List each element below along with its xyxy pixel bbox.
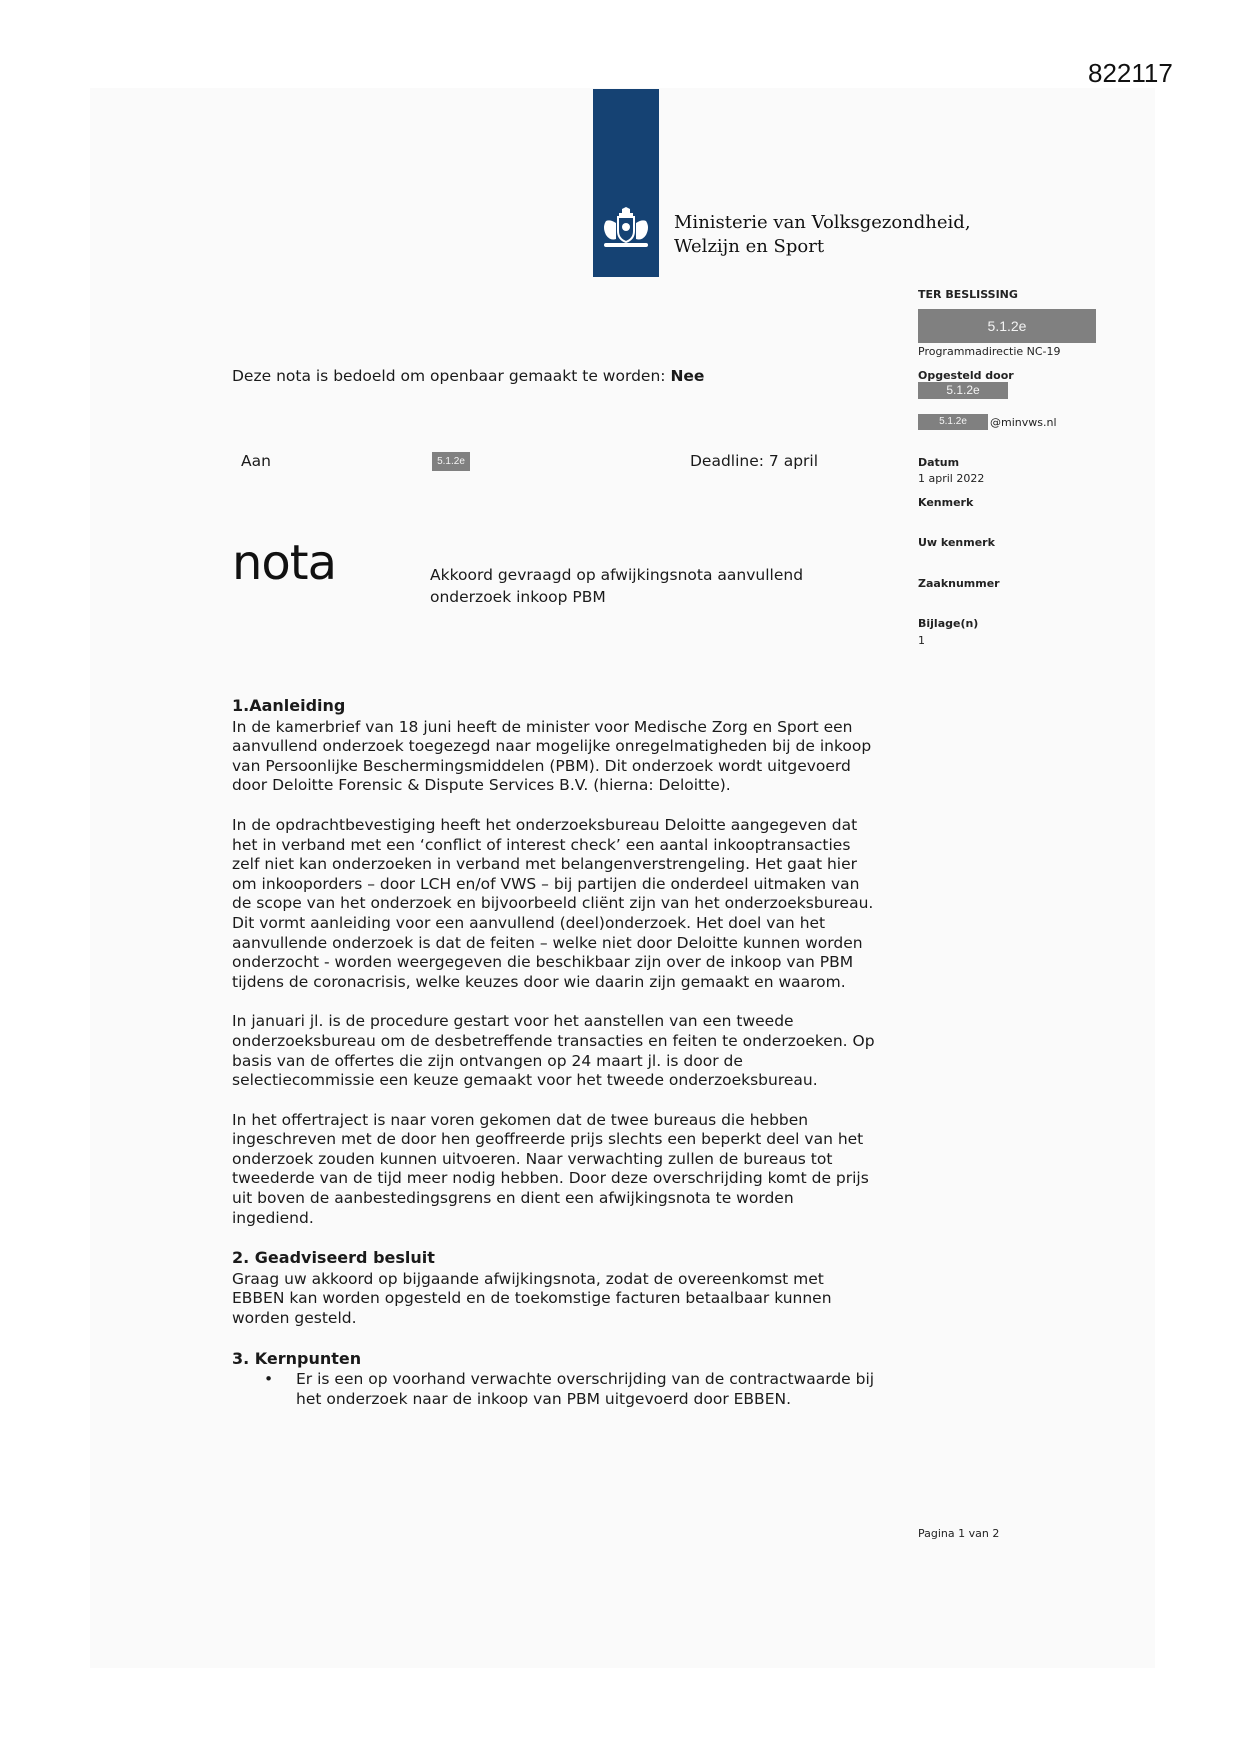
subject — [430, 564, 803, 608]
document-number: 822117 — [1088, 58, 1173, 88]
reference-label: Kenmerk — [918, 496, 974, 509]
case-number-label: Zaaknummer — [918, 577, 1000, 590]
email-redaction: 5.1.2e — [918, 414, 988, 430]
status-label: TER BESLISSING — [918, 288, 1018, 301]
date-label: Datum — [918, 456, 960, 469]
subject-line1: Akkoord gevraagd op afwijkingsnota aanvullend — [430, 566, 804, 584]
section-1-paragraph-1: In de kamerbrief van 18 juni heeft de minister voor Medische Zorg en Sport een aanvullend onderzoek toegezegd naar mogelijke onregelmatigheden bij de inkoop van Persoonlijke Beschermingsmiddelen (PBM). Dit onderzoek wordt uitgevoerd door Deloitte Forensic & Dispute Services B.V. (hierna: Deloitte). — [232, 717, 872, 795]
section-aanleiding — [232, 696, 904, 1409]
section-1-paragraph-4: In het offertraject is naar voren gekomen dat de twee bureaus die hebben ingeschreven met de door hen geoffreerde prijs slechts een beperkt deel van het onderzoek zouden kunnen uitvoeren. Naar verwachting zullen de bureaus tot tweederde van de tijd meer nodig hebben. Door deze overschrijding komt de prijs uit boven de aanbestedingsgrens en dient een afwijkingsnota te worden ingediend. — [232, 1110, 869, 1227]
list-item — [232, 1370, 904, 1409]
section-1-paragraph-3: In januari jl. is de procedure gestart voor het aanstellen van een tweede onderzoeksbureau om de desbetreffende transacties en feiten te onderzoeken. Op basis van de offertes die zijn ontvangen op 24 maart jl. is door de selectiecommissie een keuze gemaakt voor het tweede onderzoeksbureau. — [232, 1012, 875, 1090]
bullet-icon: • — [264, 1370, 274, 1389]
ministry-name — [674, 211, 971, 259]
page-number: Pagina 1 van 2 — [918, 1527, 1000, 1540]
section-2-title: 2. Geadviseerd besluit — [232, 1248, 435, 1268]
directorate: Programmadirectie NC-19 — [918, 345, 1061, 358]
document-type-title: nota — [232, 535, 337, 591]
to-redaction: 5.1.2e — [432, 452, 470, 471]
redaction-block: 5.1.2e — [918, 309, 1096, 343]
deadline: Deadline: 7 april — [690, 452, 819, 470]
section-1-paragraph-2: In de opdrachtbevestiging heeft het onderzoeksbureau Deloitte aangegeven dat het in verband met een ‘conflict of interest check’ een aantal inkooptransacties zelf niet kan onderzoeken in verband met belangenverstrengeling. Het gaat hier om inkooporders – door LCH en/of VWS – bij partijen die onderdeel uitmaken van de scope van het onderzoek en bijvoorbeeld cliënt zijn van het onderzoeksbureau. Dit vormt aanleiding voor een aanvullend (deel)onderzoek. Het doel van het aanvullende onderzoek is dat de feiten – welke niet door Deloitte kunnen worden onderzocht - worden weergegeven die beschikbaar zijn over de inkoop van PBM tijdens de coronacrisis, welke keuzes door wie daarin zijn gemaakt en waarom. — [232, 815, 874, 991]
date-value: 1 april 2022 — [918, 472, 985, 485]
attachments-value: 1 — [918, 634, 925, 647]
ministry-name-line1: Ministerie van Volksgezondheid, — [674, 212, 971, 233]
public-disclosure-text: Deze nota is bedoeld om openbaar gemaakt te worden: — [232, 367, 666, 385]
ministry-name-line2: Welzijn en Sport — [674, 236, 825, 257]
email-domain: @minvws.nl — [990, 416, 1057, 429]
royal-coat-of-arms-icon — [600, 207, 652, 251]
to-label: Aan — [241, 452, 271, 470]
your-reference-label: Uw kenmerk — [918, 536, 995, 549]
section-2-paragraph-1: Graag uw akkoord op bijgaande afwijkingsnota, zodat de overeenkomst met EBBEN kan worden opgesteld en de toekomstige facturen betaalbaar kunnen worden gesteld. — [232, 1269, 832, 1328]
public-disclosure-line — [232, 367, 704, 385]
prepared-by-label: Opgesteld door — [918, 369, 1014, 382]
prepared-by-redaction: 5.1.2e — [918, 382, 1008, 399]
ministry-logo-bar — [593, 89, 659, 277]
attachments-label: Bijlage(n) — [918, 617, 979, 630]
section-3-bullet-text: Er is een op voorhand verwachte overschrijding van de contractwaarde bij het onderzoek naar de inkoop van PBM uitgevoerd door EBBEN. — [296, 1370, 875, 1408]
subject-line2: onderzoek inkoop PBM — [430, 588, 606, 606]
section-3-title: 3. Kernpunten — [232, 1348, 362, 1368]
public-disclosure-value: Nee — [670, 367, 705, 385]
section-1-title: 1.Aanleiding — [232, 696, 346, 715]
